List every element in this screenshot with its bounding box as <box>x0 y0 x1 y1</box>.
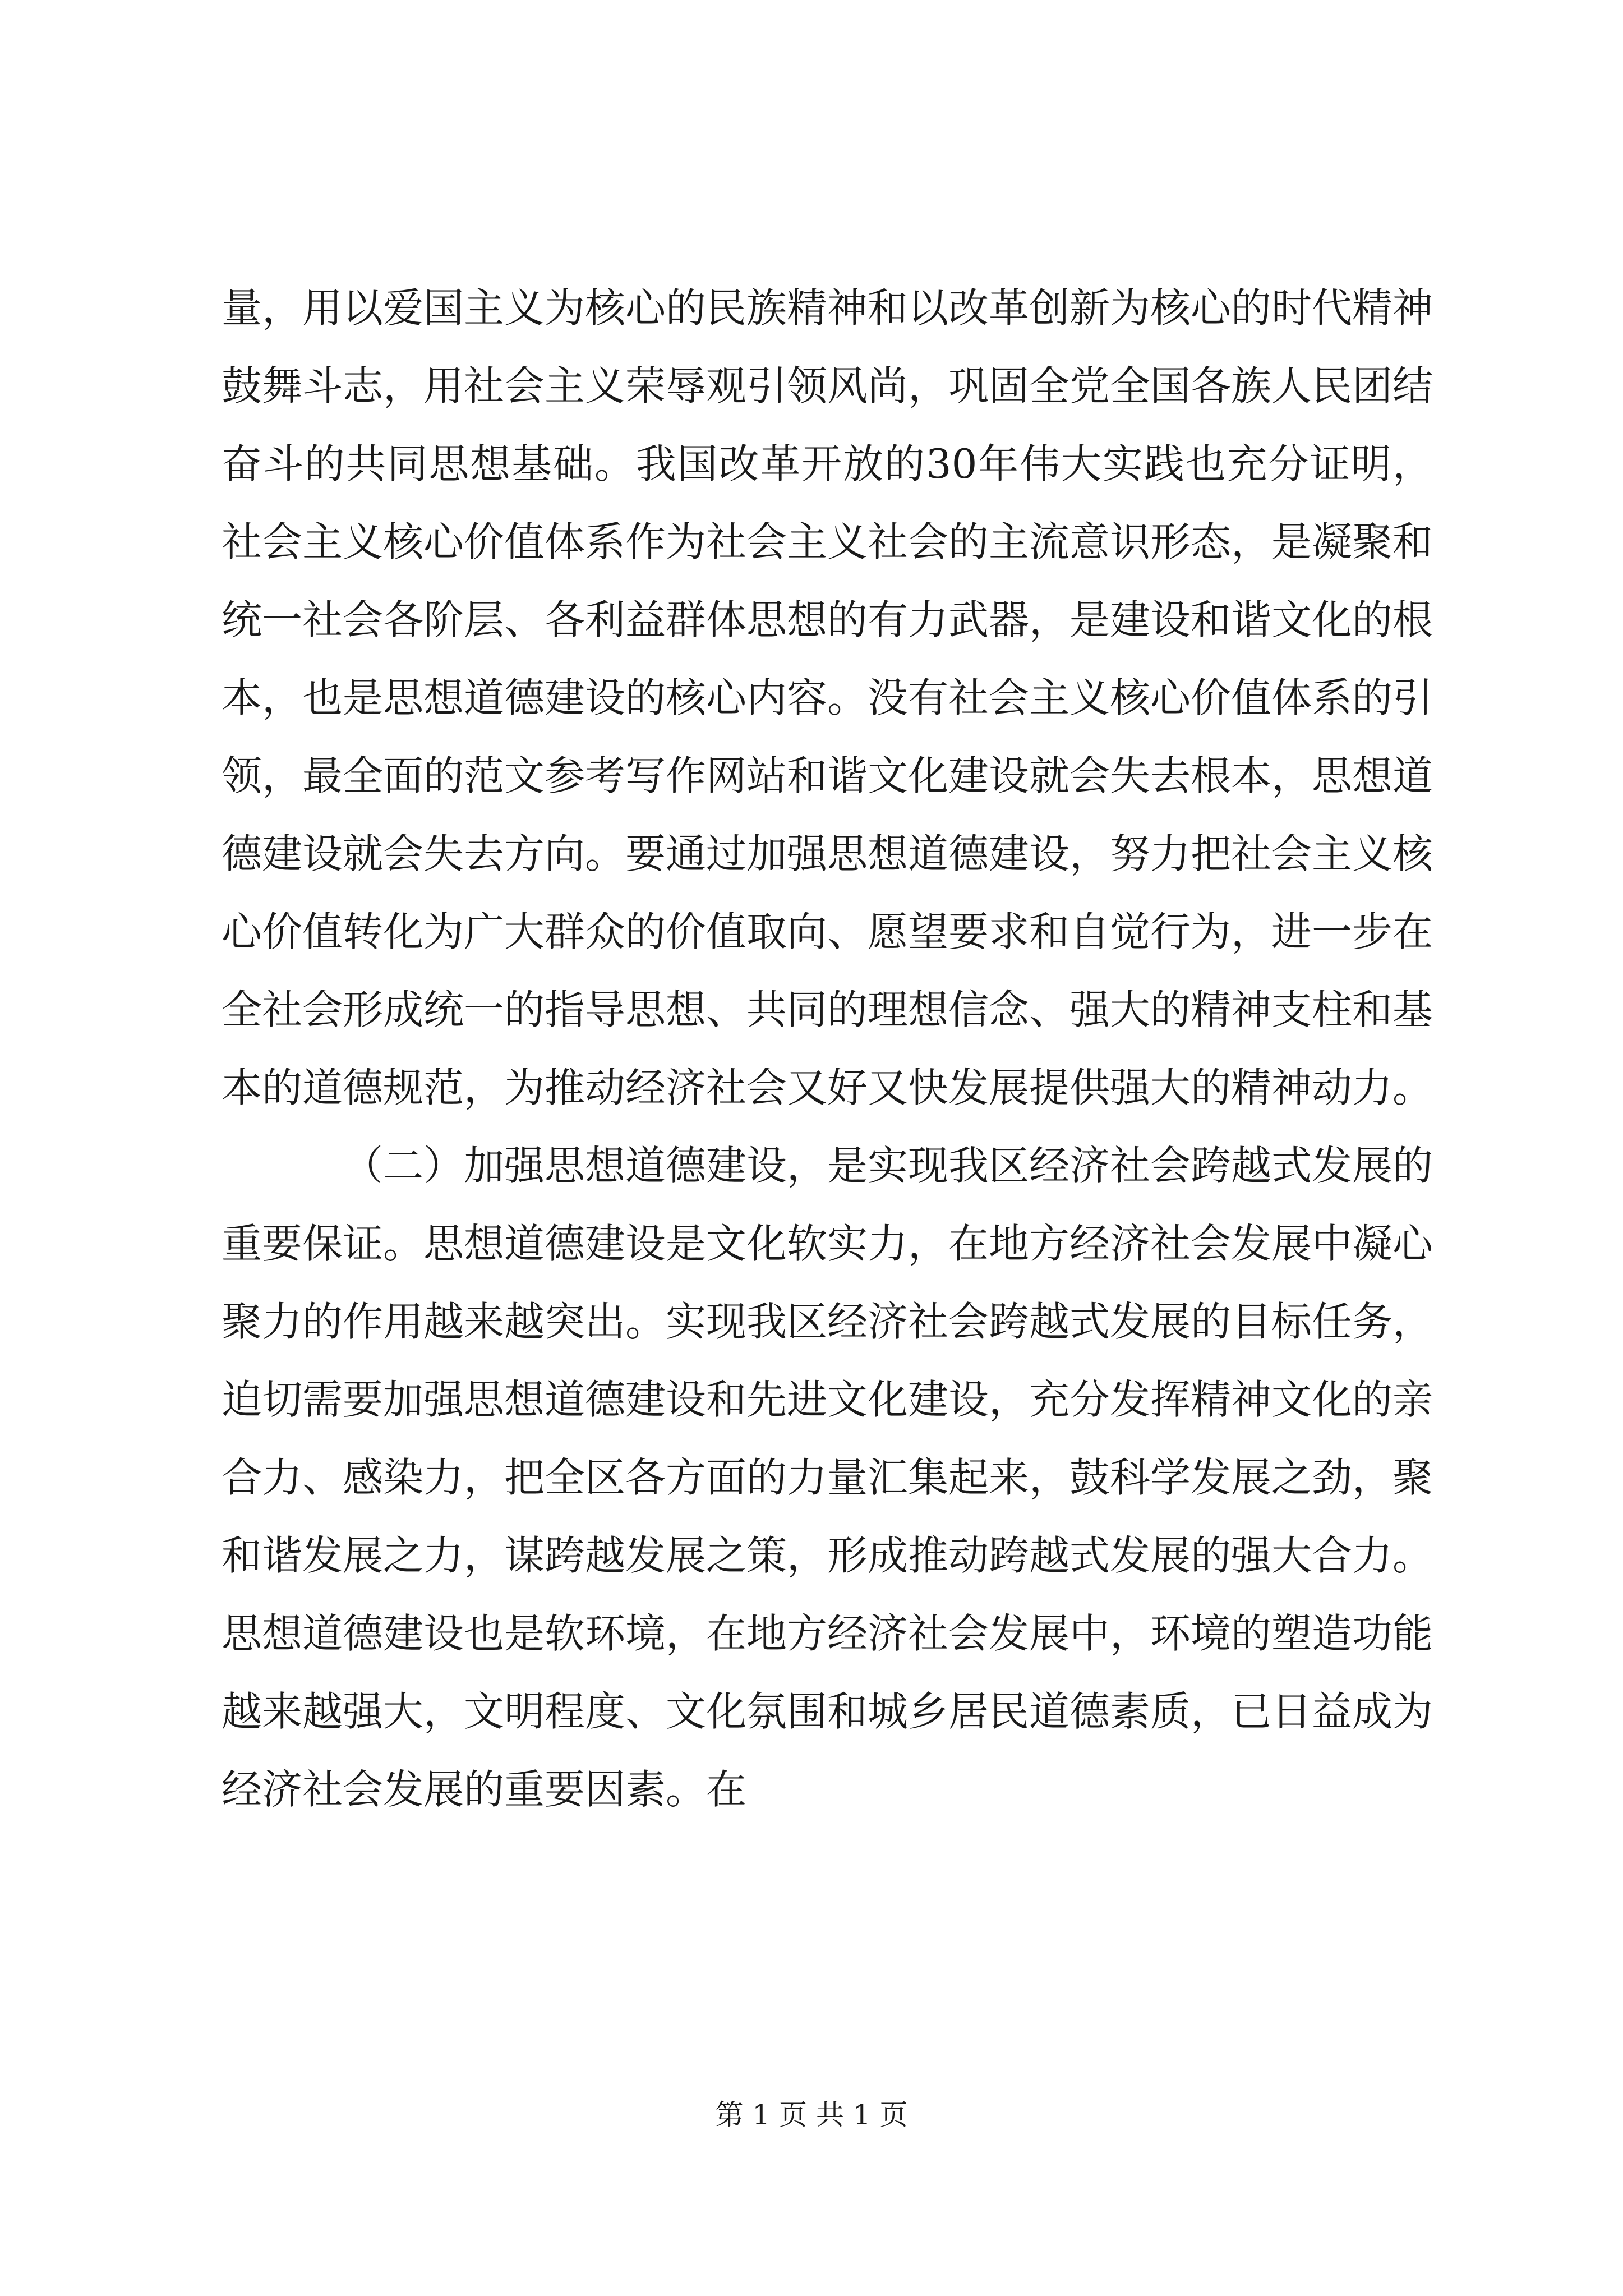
paragraph-1: 量，用以爱国主义为核心的民族精神和以改革创新为核心的时代精神鼓舞斗志，用社会主义荣辱观引领风尚，巩固全党全国各族人民团结奋斗的共同思想基础。我国改革开放的30年伟大实践也充分证明，社会主义核心价值体系作为社会主义社会的主流意识形态，是凝聚和统一社会各阶层、各利益群体思想的有力武器，是建设和谐文化的根本，也是思想道德建设的核心内容。没有社会主义核心价值体系的引领，最全面的范文参考写作网站和谐文化建设就会失去根本，思想道德建设就会失去方向。要通过加强思想道德建设，努力把社会主义核心价值转化为广大群众的价值取向、愿望要求和自觉行为，进一步在全社会形成统一的指导思想、共同的理想信念、强大的精神支柱和基本的道德规范，为推动经济社会又好又快发展提供强大的精神动力。 <box>222 284 1433 1111</box>
page-footer: 第 1 页 共 1 页 <box>715 2099 908 2131</box>
document-body <box>222 269 1433 1829</box>
paragraph-2: （二）加强思想道德建设，是实现我区经济社会跨越式发展的重要保证。思想道德建设是文化软实力，在地方经济社会发展中凝心聚力的作用越来越突出。实现我区经济社会跨越式发展的目标任务，迫切需要加强思想道德建设和先进文化建设，充分发挥精神文化的亲合力、感染力，把全区各方面的力量汇集起来，鼓科学发展之劲，聚和谐发展之力，谋跨越发展之策，形成推动跨越式发展的强大合力。思想道德建设也是软环境，在地方经济社会发展中，环境的塑造功能越来越强大，文明程度、文化氛围和城乡居民道德素质，已日益成为经济社会发展的重要因素。在 <box>222 1142 1433 1813</box>
